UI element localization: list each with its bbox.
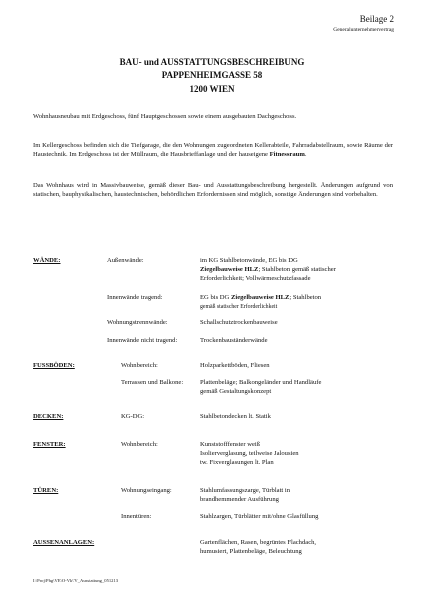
value-aussenanlagen [200, 539, 390, 557]
file-path-footer: I:\Proj\Phg\VE\O-Vk\'V_Ausstattung_051213 [33, 578, 119, 583]
intro-p2-end: . [304, 151, 307, 159]
value-aussenanlagen-l2: humusiert, Plattenbeläge, Beleuchtung [200, 547, 302, 555]
label-innenwaende-tragend: Innenwände tragend: [107, 294, 163, 301]
label-innenwaende-nicht-tragend: Innenwände nicht tragend: [107, 337, 178, 344]
intro-paragraph-3: Das Wohnhaus wird in Massivbauweise, gemäß dieser Bau- und Ausstattungsbeschreibung hergestellt. Änderungen aufgrund von statischen, bauphysikalischen, haustechnischen, behördlichen Erfordernissen sind möglich, sonstige Änderungen sind vorbehalten. [33, 182, 393, 199]
intro-p2-bold: Fitnessraum [269, 151, 305, 159]
section-heading-waende: WÄNDE: [33, 257, 61, 264]
value-innenwaende-bold: Ziegelbauweise HLZ [230, 294, 290, 301]
value-innenwaende-tragend [200, 294, 390, 312]
value-innentueren: Stahlzargen, Türblätter mit/ohne Glasfüllung [200, 513, 319, 520]
value-innenwaende-rest: ; Stahlbeton [289, 294, 322, 301]
value-fenster-l1: Kunststofffenster weiß [200, 441, 261, 448]
value-aussenwaende-l3: Erforderlichkeit; Vollwärmeschutzfassade [200, 274, 311, 282]
value-fenster [200, 441, 390, 467]
attachment-label: Beilage 2 [359, 14, 394, 24]
value-fenster-l3: tw. Fixverglasungen lt. Plan [200, 458, 274, 466]
section-heading-aussenanlagen: AUSSENANLAGEN: [33, 539, 95, 546]
value-terrassen-l1: Plattenbeläge; Balkongeländer und Handläufe [200, 379, 322, 386]
value-wohnbereich-boden: Holzparkettböden, Fliesen [200, 362, 270, 369]
label-kg-dg: KG-DG: [121, 413, 145, 420]
section-heading-tueren: TÜREN: [33, 487, 59, 494]
section-heading-decken: DECKEN: [33, 413, 64, 420]
value-terrassen-balkone [200, 379, 390, 397]
section-heading-fussboeden: FUSSBÖDEN: [33, 362, 75, 369]
document-city: 1200 WIEN [189, 84, 235, 94]
value-innenwaende-a: EG bis DG [200, 294, 231, 301]
section-heading-fenster: FENSTER: [33, 441, 66, 448]
intro-p2-text: Im Kellergeschoss befinden sich die Tiefgarage, die den Wohnungen zugeordneten Kellerabteile, Fahrradabstellraum, sowie Räume der Haustechnik. Im Erdgeschoss ist der Müllraum, die Hausbrieffanlage und der hauseigene [33, 142, 393, 159]
label-innentueren: Innentüren: [121, 513, 152, 520]
value-aussenwaende-rest: ; Stahlbeton gemäß statischer [258, 265, 336, 273]
value-aussenwaende-bold: Ziegelbauweise HLZ [200, 265, 259, 273]
intro-paragraph-2 [33, 141, 393, 159]
value-wohnungseingang-l1: Stahlumfassungszarge, Türblatt in [200, 487, 291, 494]
value-wohnungstrennwaende: Schallschutztrockenbauweise [200, 319, 278, 326]
value-aussenanlagen-l1: Gartenflächen, Rasen, begrüntes Flachdach, [200, 539, 317, 546]
value-aussenwaende-l1: im KG Stahlbetonwände, EG bis DG [200, 257, 298, 264]
label-wohnungseingang: Wohnungseingang: [121, 487, 172, 494]
value-fenster-l2: Isolierverglasung, teilweise Jalousien [200, 449, 299, 457]
value-terrassen-l2: gemäß Gestaltungskonzept [200, 387, 272, 395]
value-decken: Stahlbetondecken lt. Statik [200, 413, 271, 420]
label-wohnungstrennwaende: Wohnungstrennwände: [107, 319, 168, 326]
label-wohnbereich-fenster: Wohnbereich: [121, 441, 158, 448]
value-aussenwaende [200, 257, 390, 283]
intro-paragraph-1: Wohnhausneubau mit Erdgeschoss, fünf Hauptgeschossen sowie einem ausgebauten Dachgeschoss. [33, 113, 297, 120]
value-innenwaende-l1 [200, 294, 390, 303]
label-terrassen-balkone: Terrassen und Balkone: [121, 379, 184, 386]
label-wohnbereich-boden: Wohnbereich: [121, 362, 158, 369]
document-title: BAU- und AUSSTATTUNGSBESCHREIBUNG [119, 57, 305, 67]
value-innenwaende-l2: gemäß statischer Erforderlichkeit [200, 303, 278, 310]
label-aussenwaende: Außenwände: [107, 257, 144, 264]
value-aussenwaende-l2 [200, 266, 390, 275]
document-street: PAPPENHEIMGASSE 58 [161, 70, 263, 80]
value-innenwaende-nicht-tragend: Trockenbauständerwände [200, 337, 268, 344]
contract-label: Generalunternehmervertrag [333, 27, 394, 33]
value-wohnungseingang [200, 487, 390, 505]
value-wohnungseingang-l2: brandhemmender Ausführung [200, 495, 279, 503]
